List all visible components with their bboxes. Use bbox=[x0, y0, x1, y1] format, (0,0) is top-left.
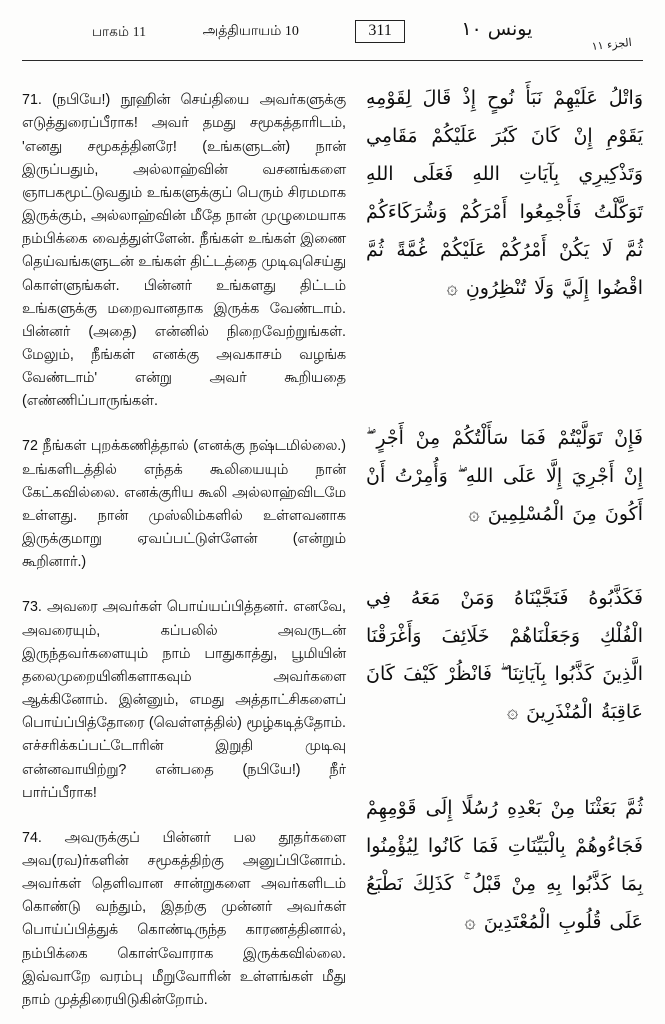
juz-label-arabic: الجزء ١١ bbox=[591, 35, 633, 54]
arabic-verse-71: وَاتْلُ عَلَيْهِمْ نَبَأَ نُوحٍ إِذْ قَالَ لِقَوْمِهِ يَقَوْمِ إِنْ كَانَ كَبُرَ عَلَيْكُمْ مَقَامِي وَتَذْكِيرِي بِآيَاتِ اللهِ فَعَلَى اللهِ تَوَكَّلْتُ فَأَجْمِعُوا أَمْرَكُمْ وَشُرَكَاءَكُمْ ثُمَّ لَا يَكُنْ أَمْرُكُمْ عَلَيْكُمْ غُمَّةً ثُمَّ اقْضُوا إِلَيَّ وَلَا تُنْظِرُونِ ۞ bbox=[366, 87, 643, 299]
chapter-label: அத்தியாயம் 10 bbox=[202, 24, 299, 39]
tamil-verse-71: 71. (நபியே!) நூஹின் செய்தியை அவர்களுக்கு எடுத்துரைப்பீராக! அவர் தமது சமூகத்தாரிடம், 'எனது சமூகத்தினரே! (உங்களுடன்) நான் இருப்பதும், அல்லாஹ்வின் வசனங்களை ஞாபகமூட்டுவதும் உங்களுக்குப் பெரும் சிரமமாக இருக்கும், அல்லாஹ்வின் மீதே நான் முழுமையாக நம்பிக்கை வைத்துள்ளேன். நீங்கள் உங்கள் இணை தெய்வங்களுடன் உங்கள் திட்டத்தை முடிவுசெய்து கொள்ளுங்கள். பின்னர் உங்களது திட்டம் உங்களுக்கு மறைவானதாக இருக்க வேண்டாம். பின்னர் (அதை) என்னில் நிறைவேற்றுங்கள். மேலும், நீங்கள் எனக்கு அவகாசம் வழங்க வேண்டாம்' என்று அவர் கூறியதை (எண்ணிப்பாருங்கள். bbox=[22, 92, 346, 410]
tamil-verse-74: 74. அவருக்குப் பின்னர் பல தூதர்களை அவ(ரவ)ர்களின் சமூகத்திற்கு அனுப்பினோம். அவர்கள் தெளிவான சான்றுகளை அவர்களிடம் கொண்டு வந்தும், இதற்கு முன்னர் அவர்கள் பொய்ப்பித்துக் கொண்டிருந்த காரணத்தினால், நம்பிக்கை கொள்வோராக இருக்கவில்லை. இவ்வாறே வரம்பு மீறுவோரின் உள்ளங்கள் மீது நாம் முத்திரையிடுகின்றோம். bbox=[22, 829, 346, 1008]
arabic-verse-72: فَإِنْ تَوَلَّيْتُمْ فَمَا سَأَلْتُكُمْ مِنْ أَجْرٍ ۖ إِنْ أَجْرِيَ إِلَّا عَلَى اللهِ ۖ وَأُمِرْتُ أَنْ أَكُونَ مِنَ الْمُسْلِمِينَ ۞ bbox=[366, 427, 643, 525]
tamil-translation-column bbox=[22, 75, 360, 1015]
page-body bbox=[22, 75, 643, 1015]
arabic-verse-74: ثُمَّ بَعَثْنَا مِنْ بَعْدِهِ رُسُلًا إِلَى قَوْمِهِمْ فَجَاءُوهُمْ بِالْبَيِّنَاتِ فَمَا كَانُوا لِيُؤْمِنُوا بِمَا كَذَّبُوا بِهِ مِنْ قَبْلُ ۚ كَذَلِكَ نَطْبَعُ عَلَى قُلُوبِ الْمُعْتَدِينَ ۞ bbox=[366, 797, 643, 933]
arabic-verse-73: فَكَذَّبُوهُ فَنَجَّيْنَاهُ وَمَنْ مَعَهُ فِي الْفُلْكِ وَجَعَلْنَاهُمْ خَلَائِفَ وَأَغْرَقْنَا الَّذِينَ كَذَّبُوا بِآيَاتِنَا ۖ فَانْظُرْ كَيْفَ كَانَ عَاقِبَةُ الْمُنْذَرِينَ ۞ bbox=[366, 587, 643, 723]
tamil-verse-73: 73. அவரை அவர்கள் பொய்யப்பித்தனர். எனவே, அவரையும், கப்பலில் அவருடன் இருந்தவர்களையும் நாம் பாதுகாத்து, பூமியின் தலைமுறையினிகளாகவும் அவர்களை ஆக்கினோம். இன்னும், எமது அத்தாட்சிகளைப் பொய்ப்பித்தோரை (வெள்ளத்தில்) மூழ்கடித்தோம். எச்சரிக்கப்பட்டோரின் இறுதி முடிவு என்னவாயிற்று? என்பதை (நபியே!) நீர் பார்ப்பீராக! bbox=[22, 599, 346, 801]
tamil-verse-72: 72 நீங்கள் புறக்கணித்தால் (எனக்கு நஷ்டமில்லை.) உங்களிடத்தில் எந்தக் கூலியையும் நான் கேட்கவில்லை. எனக்குரிய கூலி அல்லாஹ்விடமே உள்ளது. நான் முஸ்லிம்களில் உள்ளவனாக இருக்குமாறு ஏவப்பட்டுள்ளேன் (என்றும் கூறினார்.) bbox=[22, 438, 346, 571]
sura-name-arabic: يونس ١٠ bbox=[461, 18, 533, 40]
header-divider bbox=[22, 60, 643, 61]
part-label: பாகம் 11 bbox=[92, 24, 147, 39]
header-right-group bbox=[589, 18, 633, 54]
arabic-text-column bbox=[360, 75, 643, 1015]
page-header bbox=[22, 18, 643, 58]
page-number: 311 bbox=[355, 20, 404, 43]
